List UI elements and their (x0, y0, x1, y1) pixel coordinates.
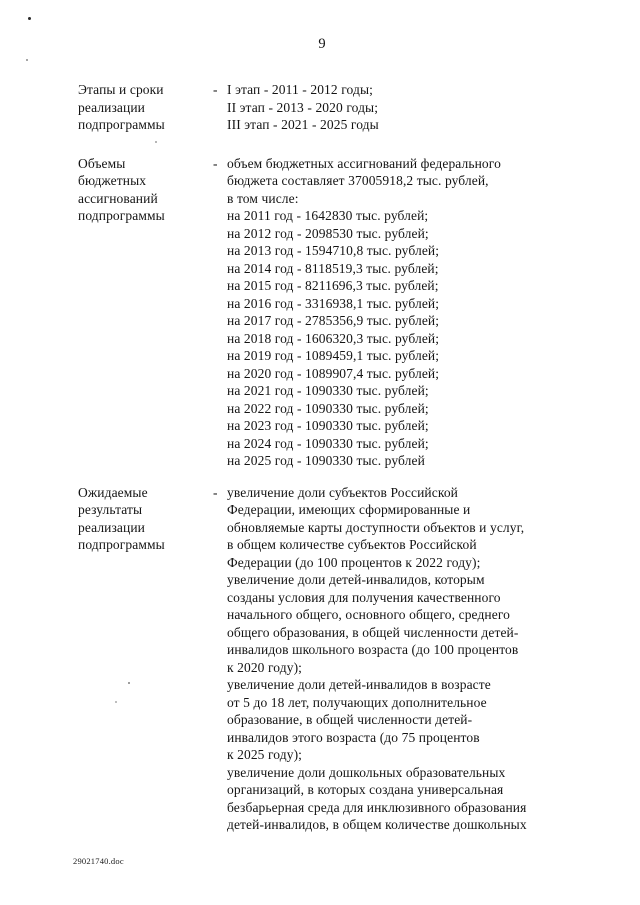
table-row (78, 81, 604, 134)
value-line: бюджета составляет 37005918,2 тыс. рублей, (227, 173, 489, 188)
label-line: подпрограммы (78, 537, 165, 552)
row-label (78, 81, 213, 134)
value-line: объем бюджетных ассигнований федерального (227, 155, 501, 171)
label-line: подпрограммы (78, 208, 165, 223)
row-label (78, 484, 213, 554)
footer-filename: 29021740.doc (73, 856, 124, 866)
scan-artifact (473, 686, 475, 688)
value-line: образование, в общей численности детей- (227, 712, 473, 727)
value-line: созданы условия для получения качественного (227, 589, 501, 605)
row-value (227, 484, 604, 834)
label-line: Объемы (78, 155, 126, 171)
scan-artifact (155, 141, 157, 143)
value-line: III этап - 2021 - 2025 годы (227, 117, 379, 132)
table-row (78, 155, 604, 470)
value-line: II этап - 2013 - 2020 годы; (227, 99, 379, 115)
scan-artifact (128, 682, 130, 684)
value-line: детей-инвалидов, в общем количестве дошкольных (227, 817, 527, 832)
value-line: на 2021 год - 1090330 тыс. рублей; (227, 383, 429, 398)
value-line: к 2020 году); (227, 659, 303, 675)
value-line: в общем количестве субъектов Российской (227, 537, 477, 552)
scan-artifact (28, 17, 31, 20)
value-line: на 2023 год - 1090330 тыс. рублей; (227, 418, 429, 433)
row-value (227, 155, 604, 470)
value-line: на 2022 год - 1090330 тыс. рублей; (227, 400, 429, 416)
value-line: на 2015 год - 8211696,3 тыс. рублей; (227, 278, 439, 293)
value-line: на 2025 год - 1090330 тыс. рублей (227, 453, 425, 468)
value-line: на 2017 год - 2785356,9 тыс. рублей; (227, 313, 440, 328)
value-line: на 2014 год - 8118519,3 тыс. рублей; (227, 260, 439, 276)
row-value (227, 81, 604, 134)
value-line: общего образования, в общей численности детей- (227, 624, 519, 640)
value-line: Федерации (до 100 процентов к 2022 году); (227, 554, 481, 570)
value-line: начального общего, основного общего, среднего (227, 607, 511, 622)
value-line: на 2024 год - 1090330 тыс. рублей; (227, 435, 429, 451)
label-line: бюджетных (78, 173, 147, 188)
value-line: организаций, в которых создана универсальная (227, 782, 504, 797)
value-line: от 5 до 18 лет, получающих дополнительное (227, 694, 487, 710)
label-line: Этапы и сроки (78, 82, 164, 97)
value-line: инвалидов этого возраста (до 75 процентов (227, 729, 480, 745)
value-line: на 2012 год - 2098530 тыс. рублей; (227, 225, 429, 241)
value-line: на 2020 год - 1089907,4 тыс. рублей; (227, 365, 440, 381)
row-dash: - (213, 155, 218, 171)
label-line: подпрограммы (78, 117, 165, 132)
document-body (78, 81, 604, 855)
value-line: Федерации, имеющих сформированные и (227, 502, 471, 517)
label-line: Ожидаемые (78, 484, 148, 500)
value-line: на 2016 год - 3316938,1 тыс. рублей; (227, 295, 440, 311)
scan-artifact (115, 701, 117, 703)
row-label (78, 155, 213, 225)
label-line: реализации (78, 99, 145, 115)
value-line: обновляемые карты доступности объектов и услуг, (227, 519, 525, 535)
value-line: инвалидов школьного возраста (до 100 процентов (227, 642, 519, 657)
table-row (78, 484, 604, 834)
label-line: ассигнований (78, 190, 158, 206)
row-dash: - (213, 484, 218, 500)
label-line: реализации (78, 519, 145, 535)
page-number: 9 (318, 36, 326, 52)
row-dash: - (213, 82, 218, 97)
value-line: увеличение доли детей-инвалидов в возрасте (227, 677, 491, 692)
value-line: в том числе: (227, 190, 299, 206)
value-line: I этап - 2011 - 2012 годы; (227, 82, 373, 97)
value-line: увеличение доли дошкольных образовательных (227, 764, 506, 780)
scan-artifact (26, 59, 28, 61)
value-line: безбарьерная среда для инклюзивного образования (227, 799, 527, 815)
value-line: на 2018 год - 1606320,3 тыс. рублей; (227, 330, 440, 346)
value-line: на 2019 год - 1089459,1 тыс. рублей; (227, 348, 440, 363)
value-line: на 2013 год - 1594710,8 тыс. рублей; (227, 243, 440, 258)
value-line: на 2011 год - 1642830 тыс. рублей; (227, 208, 429, 223)
value-line: увеличение доли субъектов Российской (227, 484, 458, 500)
value-line: к 2025 году); (227, 747, 303, 762)
value-line: увеличение доли детей-инвалидов, которым (227, 572, 485, 587)
label-line: результаты (78, 502, 143, 517)
